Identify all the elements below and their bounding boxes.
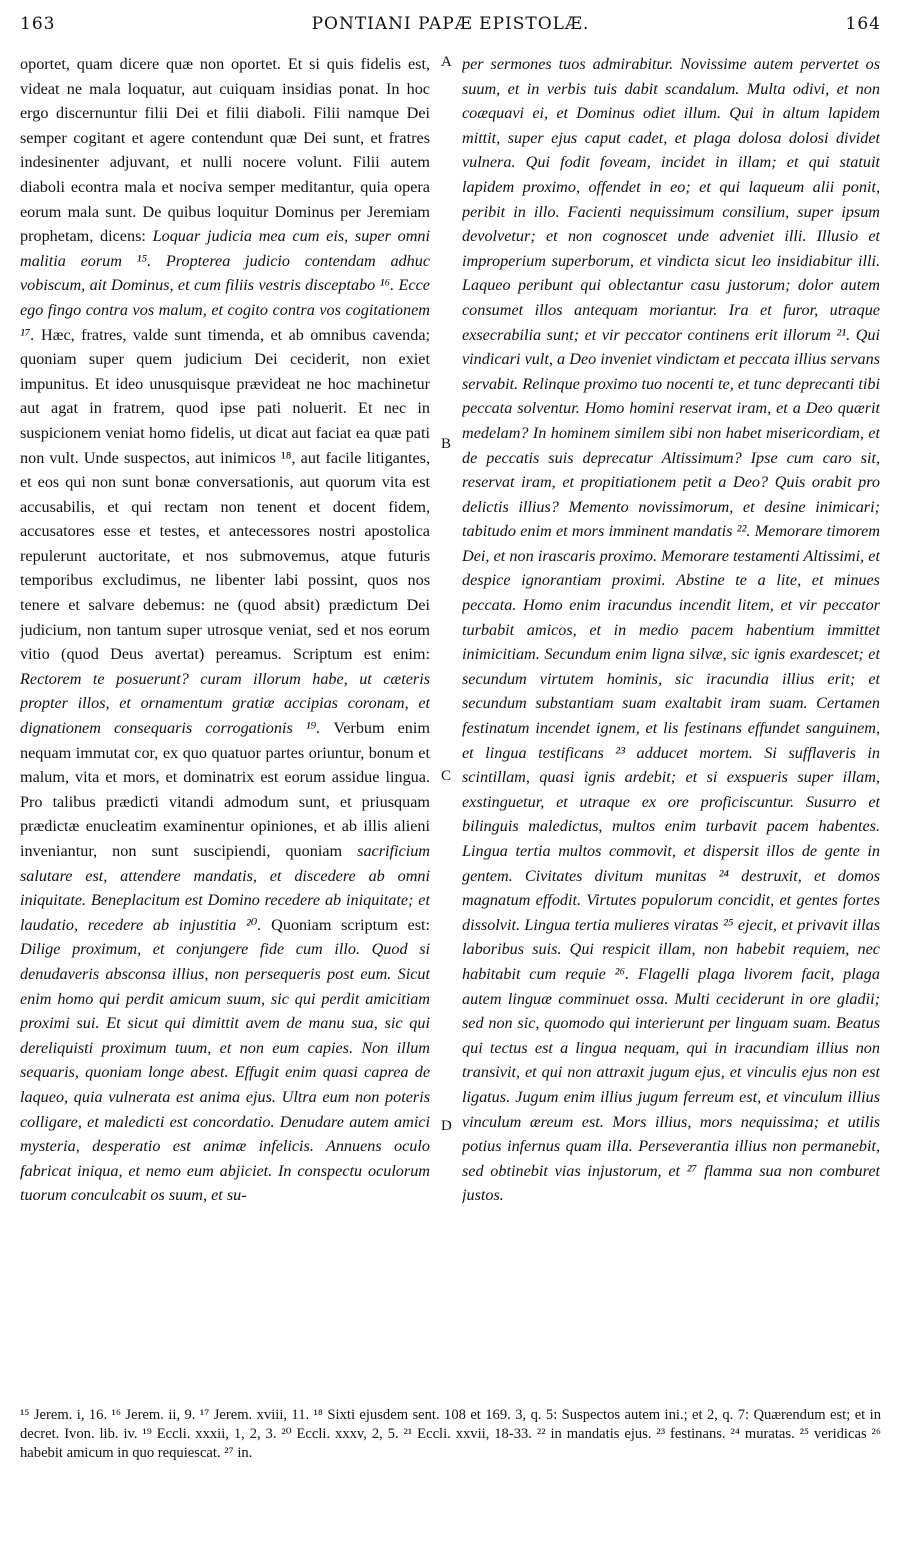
- running-header: [20, 14, 881, 44]
- footnotes: [20, 1406, 881, 1463]
- body-text: Quoniam scriptum est:: [271, 915, 430, 934]
- scripture-quote: per sermones tuos admirabitur. Novissime autem pervertet os suum, et in verbis tuis dabit scandalum. Multa odivi, et non coæquavi ei, et Dominus odiet illum. Qui in altum lapidem mittit, super ejus caput cadet, et plaga dolosa dolosi dividet vulnera. Qui fodit foveam, incidet in illam; et qui statuit lapidem proximo, offendet in eo; et qui laqueum alii ponit, peribit in illo. Facienti nequissimum consilium, super ipsum devolvetur; et non cognoscet unde adveniet illi. Illusio et improperium superborum, et vindicta sicut leo insidiabitur illi. Laqueo peribunt qui oblectantur casu justorum; dolor autem consumet illos antequam moriantur. Ira et furor, utraque exsecrabilia sunt; et vir peccator continens erit illorum ²¹. Qui vindicari vult, a Deo inveniet vindictam et peccata illius servans servabit. Relinque proximo tuo nocenti te, et tunc deprecanti tibi peccata solventur. Homo homini reservat iram, et a Deo quærit medelam? In hominem similem sibi non habet misericordiam, et de peccatis suis deprecatur Altissimum? Ipse cum caro sit, reservat iram, et propitiationem petit a Deo? Quis orabit pro delictis illius? Memento novissimorum, et desine inimicari; tabitudo enim et mors imminent mandatis ²². Memorare timorem Dei, et non irascaris proximo. Memorare testamenti Altissimi, et despice ignorantiam proximi. Abstine te a lite, et minues peccata. Homo enim iracundus incendit litem, et vir peccator turbabit amicos, et in medio pacem habentium immittet inimicitiam. Secundum enim ligna silvæ, sic ignis exardescet; et secundum virtutem hominis, sic iracundia illius erit; et secundum substantiam suam exaltabit iram suam. Certamen festinatum incendet ignem, et lis festinans effundet sanguinem, et lingua testificans ²³ adducet mortem. Si sufflaveris in scintillam, quasi ignis ardebit; et si exspueris super illam, exstinguetur, et utraque ex ore proficiscuntur. Susurro et bilinguis maledictus, multos enim turbavit pacem habentes. Lingua tertia multos commovit, et dispersit illos de gente in gentem. Civitates divitum munitas ²⁴ destruxit, et domos magnatum effodit. Virtutes populorum concidit, et gentes fortes dissolvit. Lingua tertia mulieres viratas ²⁵ ejecit, et privavit illas laboribus suis. Qui respicit illam, non habebit requiem, nec habitabit cum requie ²⁶. Flagelli plaga livorem facit, plaga autem linguæ comminuet ossa. Multi ceciderunt in ore gladii; sed non sic, quomodo qui interierunt per linguam suam. Beatus qui tectus est a lingua nequam, qui in iracundiam illius non transivit, et qui non attraxit jugum ejus, et vinculis ejus non est ligatus. Jugum enim illius jugum ferreum est, et vinculum illius vinculum æreum est. Mors illius, mors nequissima; et utilis potius infernus quam illa. Perseverantia illius non permanebit, sed obtinebit vias injustorum, et ²⁷ flamma sua non comburet justos.: [462, 55, 880, 1205]
- scripture-quote: Loquar judicia mea cum eis, super omni malitia eorum ¹⁵. Propterea judicio contendam adhuc vobiscum, ait Dominus, et cum filiis vestris disceptabo ¹⁶. Ecce ego fingo contra vos malum, et cogito contra vos cogitationem ¹⁷.: [20, 227, 430, 344]
- section-marker-b: B: [441, 436, 452, 452]
- footnote-text: ¹⁵ Jerem. i, 16. ¹⁶ Jerem. ii, 9. ¹⁷ Jerem. xviii, 11. ¹⁸ Sixti ejusdem sent. 108 et 169. 3, q. 5: Suspectos autem ini.; et 2, q. 7: Quærendum est; et in decret. Ivon. lib. iv. ¹⁹ Eccli. xxxii, 1, 2, 3. ²⁰ Eccli. xxxv, 2, 5. ²¹ Eccli. xxvii, 18-33. ²² in mandatis ejus. ²³ festinans. ²⁴ muratas. ²⁵ veridicas ²⁶ habebit amicum in quo requiescat. ²⁷ in.: [20, 1407, 881, 1461]
- section-marker-c: C: [441, 768, 452, 784]
- section-marker-d: D: [441, 1118, 452, 1134]
- left-page-number: 163: [20, 14, 56, 34]
- running-title: PONTIANI PAPÆ EPISTOLÆ.: [311, 14, 590, 34]
- right-page-number: 164: [845, 14, 881, 34]
- paragraph: [20, 52, 430, 1208]
- left-column: [20, 52, 430, 1382]
- scripture-quote: Dilige proximum, et conjungere fide cum illo. Quod si denudaveris absconsa illius, non persequeris post eum. Sicut enim homo qui perdit amicum suum, sic qui perdit amicitiam proximi sui. Et sicut qui dimittit avem de manu sua, sic qui dereliquisti proximum tuum, et non eum capies. Non illum sequaris, quoniam longe abest. Effugit enim quasi caprea de laqueo, quia vulnerata est anima ejus. Ultra eum non poteris colligare, et maledicti est concordatio. Denudare autem amici mysteria, desperatio est animæ infelicis. Annuens oculo fabricat iniqua, et nemo eum abjiciet. In conspectu oculorum tuorum conculcabit os suum, et su-: [20, 940, 430, 1205]
- scripture-quote: Rectorem te posuerunt? curam illorum habe, ut cæteris propter illos, et ornamentum gratiæ accipias coronam, et dignationem consequaris corrogationis ¹⁹.: [20, 669, 430, 738]
- body-text: oportet, quam dicere quæ non oportet. Et si quis fidelis est, videat ne mala loquatur, aut cuiquam insidias ponat. In hoc ergo discernuntur filii Dei et filii diaboli. Filii namque Dei semper cogitant et agere contendunt quæ Dei sunt, et fratres indesinenter adjuvant, et nulli nocere volunt. Filii autem diaboli econtra mala et nociva semper meditantur, quia opera eorum mala sunt. De quibus loquitur Dominus per Jeremiam prophetam, dicens:: [20, 55, 430, 246]
- body-text: Hæc, fratres, valde sunt timenda, et ab omnibus cavenda; quoniam super quem judicium Dei ceciderit, non exiet impunitus. Et ideo unusquisque prævideat ne hoc machinetur aut agat in fratrem, quod ipse pati noluerit. Et nec in suspicionem veniat homo fidelis, ut dicat aut faciat ea quæ pati non vult. Unde suspectos, aut inimicos ¹⁸, aut facile litigantes, et eos qui non sunt bonæ conversationis, aut quorum vita est accusabilis, et qui rectam non tenent et docent fidem, accusatores esse et testes, et antecessores nostri apostolica repulerunt auctoritate, et nos submovemus, atque futuris temporibus excludimus, ne libenter labi possint, quos nos tenere et salvare debemus: ne (quod absit) prædictum Dei judicium, non tantum super utrosque veniat, sed et nos eorum vitio (quod Deus avertat) pereamus. Scriptum est enim:: [20, 325, 430, 664]
- section-marker-a: A: [441, 54, 452, 70]
- right-column: [462, 52, 880, 1382]
- body-text: Verbum enim nequam immutat cor, ex quo quatuor partes oriuntur, bonum et malum, vita et mors, et dominatrix est eorum assidue lingua. Pro talibus prædicti vitandi admodum sunt, et priusquam prædictæ enucleatim examinentur opiniones, et ab illis alieni inveniantur, non sunt suscipiendi, quoniam: [20, 719, 430, 860]
- scripture-quote: sacrificium salutare est, attendere mandatis, et discedere ab omni iniquitate. Beneplacitum est Domino recedere ab iniquitate; et laudatio, recedere ab injustitia ²⁰.: [20, 842, 430, 934]
- paragraph: [462, 52, 880, 1208]
